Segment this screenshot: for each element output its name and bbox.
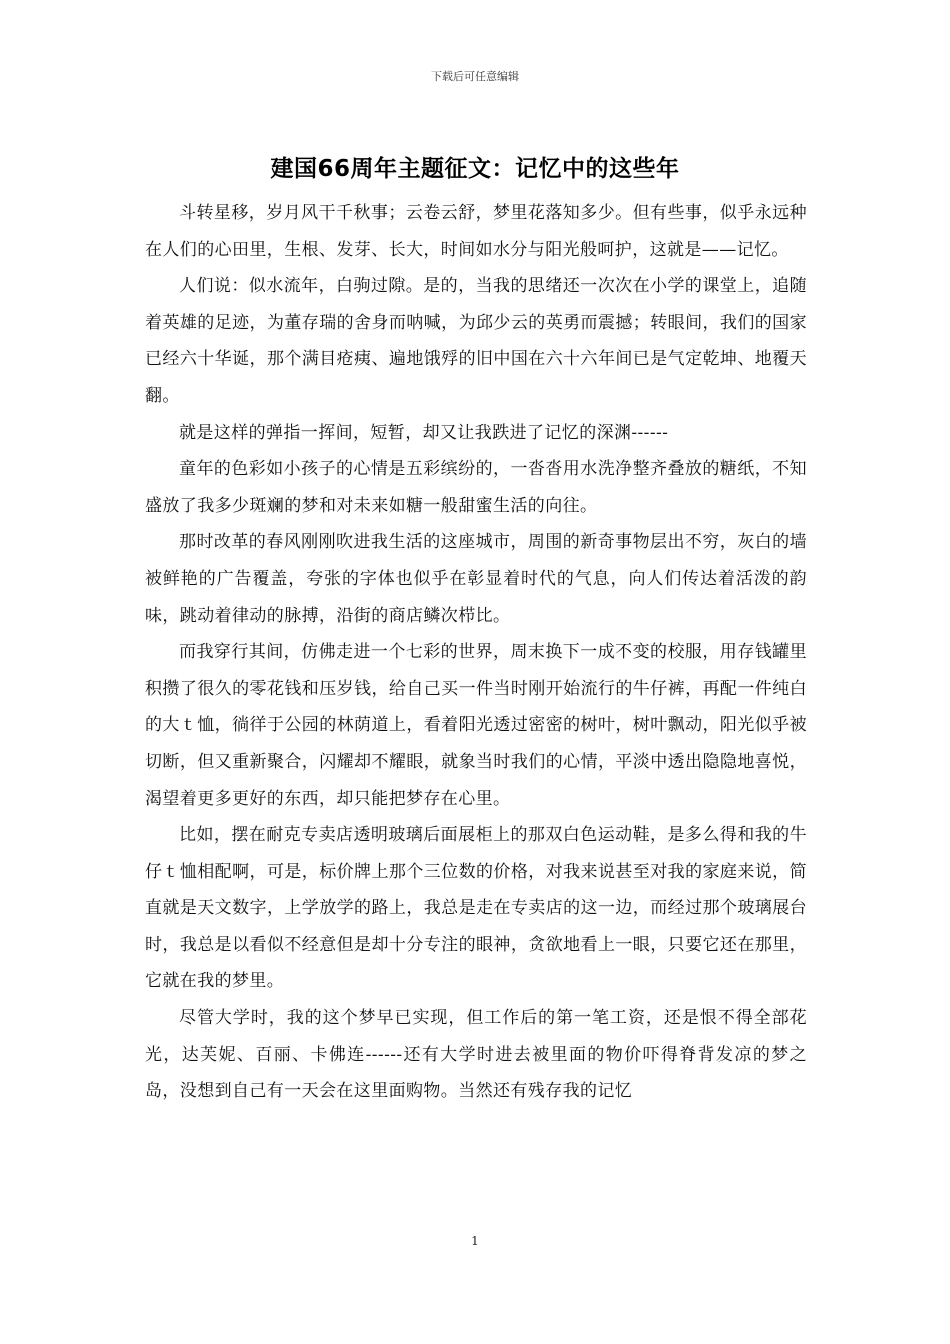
page-number: 1 [471,1234,479,1248]
header-note: 下载后可任意编辑 [431,70,519,83]
paragraph: 就是这样的弹指一挥间，短暂，却又让我跌进了记忆的深渊------ [179,422,669,443]
paragraph: 那时改革的春风刚刚吹进我生活的这座城市，周围的新奇事物层出不穷，灰白的墙被鲜艳的广告覆盖，夸张的字体也似乎在彰显着时代的气息，向人们传达着活泼的韵味，跳动着律动的脉搏，沿街的商店鳞次栉比。 [145,532,807,626]
paragraph: 人们说：似水流年，白驹过隙。是的，当我的思绪还一次次在小学的课堂上，追随着英雄的足迹，为董存瑞的舍身而呐喊，为邱少云的英勇而震撼；转眼间，我们的国家已经六十华诞，那个满目疮痍、遍地饿殍的旧中国在六十六年间已是气定乾坤、地覆天翻。 [145,276,807,406]
document-title: 建国66周年主题征文：记忆中的这些年 [270,156,680,182]
paragraph: 童年的色彩如小孩子的心情是五彩缤纷的，一沓沓用水洗净整齐叠放的糖纸，不知盛放了我多少斑斓的梦和对未来如糖一般甜蜜生活的向往。 [145,459,807,516]
paragraph: 比如，摆在耐克专卖店透明玻璃后面展柜上的那双白色运动鞋，是多么得和我的牛仔ｔ恤相配啊，可是，标价牌上那个三位数的价格，对我来说甚至对我的家庭来说，简直就是天文数字，上学放学的路上，我总是走在专卖店的这一边，而经过那个玻璃展台时，我总是以看似不经意但是却十分专注的眼神，贪欲地看上一眼，只要它还在那里，它就在我的梦里。 [145,825,807,992]
paragraph: 而我穿行其间，仿佛走进一个七彩的世界，周末换下一成不变的校服，用存钱罐里积攒了很久的零花钱和压岁钱，给自己买一件当时刚开始流行的牛仔裤，再配一件纯白的大ｔ恤，徜徉于公园的林荫道上，看着阳光透过密密的树叶，树叶飘动，阳光似乎被切断，但又重新聚合，闪耀却不耀眼，就象当时我们的心情，平淡中透出隐隐地喜悦，渴望着更多更好的东西，却只能把梦存在心里。 [145,642,807,809]
paragraph: 斗转星移，岁月风干千秋事；云卷云舒，梦里花落知多少。但有些事，似乎永远种在人们的心田里，生根、发芽、长大，时间如水分与阳光般呵护，这就是——记忆。 [145,203,807,260]
paragraph: 尽管大学时，我的这个梦早已实现，但工作后的第一笔工资，还是恨不得全部花光，达芙妮、百丽、卡佛连------还有大学时进去被里面的物价吓得脊背发凉的梦之岛，没想到自己有一天会在这里面购物。当然还有残存我的记忆 [145,1008,807,1102]
document-body [145,195,807,1110]
